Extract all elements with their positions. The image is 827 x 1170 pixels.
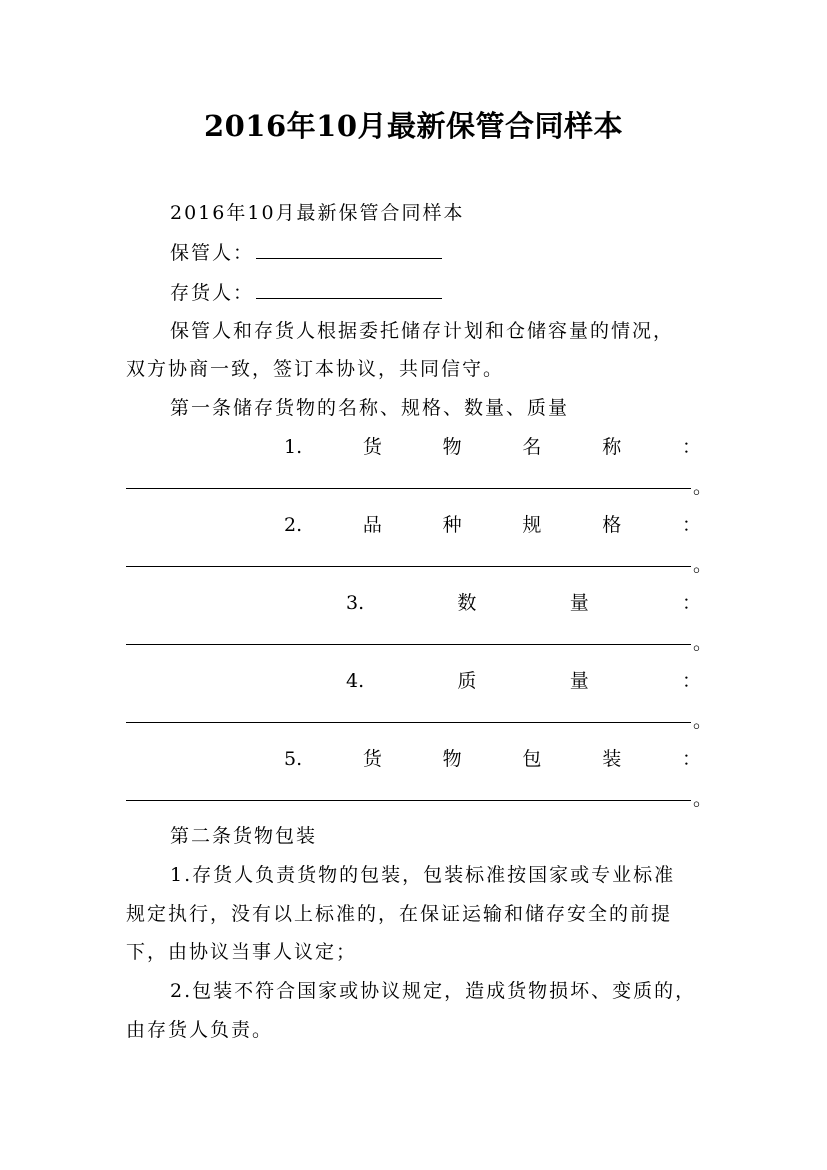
field-char: 数 xyxy=(457,592,477,614)
article1-heading: 第一条储存货物的名称、规格、数量、质量 xyxy=(170,397,570,419)
end-mark: 。 xyxy=(693,554,713,576)
field-number: 1. xyxy=(284,436,303,458)
depositor-line xyxy=(170,278,442,305)
field-char: 物 xyxy=(442,436,462,458)
end-mark: 。 xyxy=(693,788,713,810)
field-colon: ： xyxy=(681,436,701,458)
end-mark: 。 xyxy=(693,632,713,654)
field-char: 量 xyxy=(569,592,589,614)
field-char: 装 xyxy=(602,748,622,770)
article2-heading: 第二条货物包装 xyxy=(170,825,318,847)
document-title: 2016年10月最新保管合同样本 xyxy=(203,109,624,143)
field-char: 量 xyxy=(569,670,589,692)
field-char: 质 xyxy=(457,670,477,692)
subtitle: 2016年10月最新保管合同样本 xyxy=(170,202,465,224)
field-number: 4. xyxy=(346,670,365,692)
intro-line-1: 保管人和存货人根据委托储存计划和仓储容量的情况， xyxy=(170,320,675,342)
field-char: 货 xyxy=(362,748,382,770)
field-packaging xyxy=(126,744,701,771)
field-goods-name xyxy=(126,432,701,459)
field-colon: ： xyxy=(681,514,701,536)
field-number: 2. xyxy=(284,514,303,536)
end-mark: 。 xyxy=(693,476,713,498)
custodian-label: 保管人： xyxy=(170,242,255,264)
field-spec xyxy=(126,510,701,537)
field-char: 包 xyxy=(522,748,542,770)
article2-p2-line1: 2.包装不符合国家或协议规定，造成货物损坏、变质的， xyxy=(170,980,697,1002)
field-char: 格 xyxy=(602,514,622,536)
depositor-label: 存货人： xyxy=(170,282,255,304)
intro-line-2: 双方协商一致，签订本协议，共同信守。 xyxy=(126,358,505,380)
end-mark: 。 xyxy=(693,710,713,732)
field-underline xyxy=(126,488,691,489)
field-char: 称 xyxy=(602,436,622,458)
field-number: 3. xyxy=(346,592,365,614)
field-colon: ： xyxy=(681,592,701,614)
field-underline xyxy=(126,644,691,645)
custodian-line xyxy=(170,238,442,265)
depositor-blank xyxy=(256,280,442,299)
field-underline xyxy=(126,800,691,801)
article2-p1-line1: 1.存货人负责货物的包装，包装标准按国家或专业标准 xyxy=(170,864,676,886)
field-underline xyxy=(126,722,691,723)
field-char: 品 xyxy=(362,514,382,536)
field-quality xyxy=(126,666,701,693)
field-number: 5. xyxy=(284,748,303,770)
custodian-blank xyxy=(256,240,442,259)
field-underline xyxy=(126,566,691,567)
article2-p1-line3: 下，由协议当事人议定； xyxy=(126,941,358,963)
article2-p2-line2: 由存货人负责。 xyxy=(126,1019,274,1041)
field-quantity xyxy=(126,588,701,615)
article2-p1-line2: 规定执行，没有以上标准的，在保证运输和储存安全的前提 xyxy=(126,903,673,925)
field-char: 物 xyxy=(442,748,462,770)
field-colon: ： xyxy=(681,670,701,692)
field-colon: ： xyxy=(681,748,701,770)
field-char: 名 xyxy=(522,436,542,458)
field-char: 规 xyxy=(522,514,542,536)
field-char: 货 xyxy=(362,436,382,458)
field-char: 种 xyxy=(442,514,462,536)
